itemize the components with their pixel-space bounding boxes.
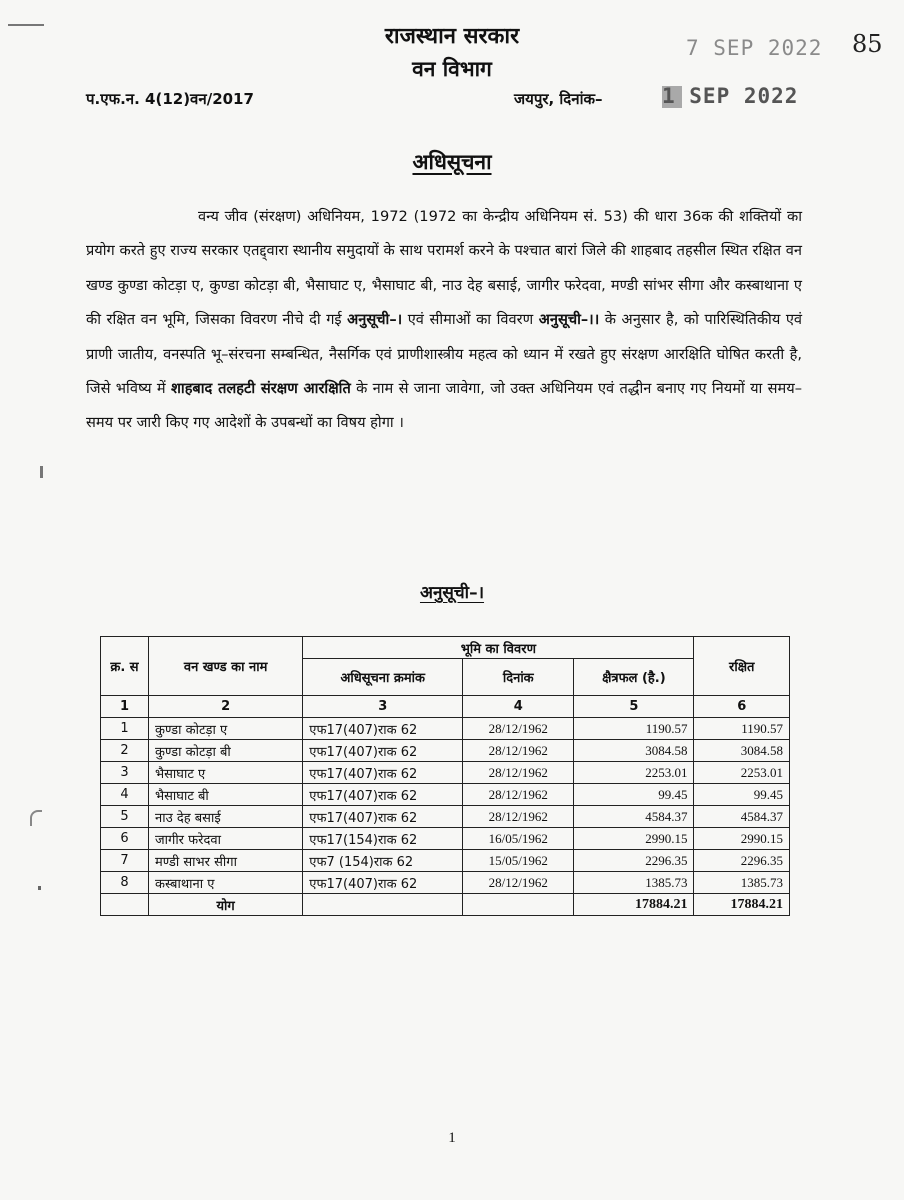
total-reserved: 17884.21: [694, 894, 790, 916]
table-row: [101, 828, 790, 850]
cell-area: 1385.73: [574, 872, 694, 894]
body-part-3: के अनुसार है, को पारिस्थितिकीय एवं प्राणी जातीय, वनस्पति भू–संरचना सम्बन्धित, नैसर्गिक एवं प्राणीशास्त्रीय महत्व को ध्यान में रखते हुए संरक्षण आरक्षिति घोषित करती है, जिसे भविष्य में: [86, 311, 803, 398]
notification-title: [0, 148, 904, 176]
cell-date: 28/12/1962: [463, 718, 574, 740]
table-header-row: [101, 637, 790, 659]
handwritten-page-number: 85: [852, 30, 883, 58]
reference-number: प.एफ.न. 4(12)वन/2017: [86, 90, 254, 108]
cell-sn: 2: [101, 740, 149, 762]
cell-name: कुण्डा कोटड़ा ए: [148, 718, 302, 740]
cell-area: 99.45: [574, 784, 694, 806]
cell-notification: एफ17(407)राक 62: [303, 872, 463, 894]
reserve-name: शाहबाद तलहटी संरक्षण आरक्षिति: [170, 380, 351, 398]
cell-notification: एफ17(407)राक 62: [303, 784, 463, 806]
department-heading: वन विभाग: [412, 57, 492, 81]
table-row: [101, 850, 790, 872]
table-row: [101, 784, 790, 806]
schedule-2-reference: अनुसूची–।।: [538, 311, 600, 329]
column-number: 5: [574, 696, 694, 718]
cell-sn: 3: [101, 762, 149, 784]
column-number: 1: [101, 696, 149, 718]
cell-empty: [101, 894, 149, 916]
table-row: [101, 740, 790, 762]
cell-notification: एफ17(407)राक 62: [303, 718, 463, 740]
cell-area: 3084.58: [574, 740, 694, 762]
cell-name: भैसाघाट बी: [148, 784, 302, 806]
header-sn: क्र. स: [101, 637, 149, 696]
cell-sn: 6: [101, 828, 149, 850]
scan-mark: [30, 810, 42, 826]
cell-sn: 8: [101, 872, 149, 894]
header-area: क्षैत्रफल (है.): [574, 659, 694, 696]
page-number: 1: [448, 1130, 456, 1146]
cell-reserved: 4584.37: [694, 806, 790, 828]
cell-name: भैसाघाट ए: [148, 762, 302, 784]
cell-sn: 1: [101, 718, 149, 740]
cell-date: 15/05/1962: [463, 850, 574, 872]
cell-date: 28/12/1962: [463, 740, 574, 762]
table-row: [101, 872, 790, 894]
total-area: 17884.21: [574, 894, 694, 916]
cell-name: मण्डी साभर सीगा: [148, 850, 302, 872]
scan-mark: [40, 466, 43, 478]
body-part-4: के नाम से जाना जावेगा, जो उक्त अधिनियम एवं तद्धीन बनाए गए नियमों या समय–समय पर जारी किए गए आदेशों के उपबन्धों का विषय होगा ।: [86, 380, 802, 432]
table-row: [101, 806, 790, 828]
cell-notification: एफ17(407)राक 62: [303, 806, 463, 828]
cell-notification: एफ17(407)राक 62: [303, 762, 463, 784]
cell-date: 28/12/1962: [463, 806, 574, 828]
cell-date: 28/12/1962: [463, 784, 574, 806]
column-number: 6: [694, 696, 790, 718]
header-name: वन खण्ड का नाम: [148, 637, 302, 696]
header-notification-no: अधिसूचना क्रमांक: [303, 659, 463, 696]
cell-area: 2253.01: [574, 762, 694, 784]
cell-reserved: 99.45: [694, 784, 790, 806]
cell-name: कुण्डा कोटड़ा बी: [148, 740, 302, 762]
cell-area: 1190.57: [574, 718, 694, 740]
cell-date: 28/12/1962: [463, 872, 574, 894]
cell-sn: 7: [101, 850, 149, 872]
column-number-row: [101, 696, 790, 718]
cell-sn: 4: [101, 784, 149, 806]
cell-reserved: 1385.73: [694, 872, 790, 894]
cell-empty: [463, 894, 574, 916]
cell-area: 2990.15: [574, 828, 694, 850]
notification-body: [86, 200, 802, 441]
header-reserved: रक्षित: [694, 637, 790, 696]
received-stamp: 7 SEP 2022: [686, 36, 823, 60]
cell-reserved: 2990.15: [694, 828, 790, 850]
table-row: [101, 718, 790, 740]
schedule-title: [0, 580, 904, 603]
scan-mark: [8, 24, 44, 26]
scan-mark: [38, 886, 41, 890]
cell-name: नाउ देह बसाई: [148, 806, 302, 828]
header-date: दिनांक: [463, 659, 574, 696]
cell-notification: एफ7 (154)राक 62: [303, 850, 463, 872]
cell-reserved: 3084.58: [694, 740, 790, 762]
cell-reserved: 1190.57: [694, 718, 790, 740]
schedule-table: [100, 636, 790, 916]
cell-empty: [303, 894, 463, 916]
body-part-2: एवं सीमाओं का विवरण: [407, 311, 534, 329]
cell-date: 16/05/1962: [463, 828, 574, 850]
schedule-1-reference: अनुसूची–।: [347, 311, 403, 329]
body-part-1: वन्य जीव (संरक्षण) अधिनियम, 1972 (1972 का केन्द्रीय अधिनियम सं. 53) की धारा 36क की शक्तियों का प्रयोग करते हुए राज्य सरकार एतद्द्वारा स्थानीय समुदायों के साथ परामर्श करने के पश्चात बारां जिले की शाहबाद तहसील स्थित रक्षित वन खण्ड कुण्डा कोटड़ा ए, कुण्डा कोटड़ा बी, भैसाघाट ए, भैसाघाट बी, नाउ देह बसाई, जागीर फरेदवा, मण्डी सांभर सीगा और कस्बाथाना ए की रक्षित वन भूमि, जिसका विवरण नीचे दी गई: [86, 208, 802, 329]
cell-reserved: 2253.01: [694, 762, 790, 784]
cell-sn: 5: [101, 806, 149, 828]
cell-notification: एफ17(407)राक 62: [303, 740, 463, 762]
total-label: योग: [148, 894, 302, 916]
header-land-details: भूमि का विवरण: [303, 637, 694, 659]
cell-date: 28/12/1962: [463, 762, 574, 784]
column-number: 2: [148, 696, 302, 718]
schedule-title-text: अनुसूची–।: [419, 583, 485, 603]
cell-notification: एफ17(154)राक 62: [303, 828, 463, 850]
date-stamp: 1 SEP 2022: [662, 84, 799, 108]
cell-name: कस्बाथाना ए: [148, 872, 302, 894]
column-number: 3: [303, 696, 463, 718]
government-heading: राजस्थान सरकार: [384, 24, 520, 49]
total-row: [101, 894, 790, 916]
table-row: [101, 762, 790, 784]
place-date-label: जयपुर, दिनांक–: [514, 90, 603, 108]
cell-name: जागीर फरेदवा: [148, 828, 302, 850]
cell-area: 2296.35: [574, 850, 694, 872]
cell-area: 4584.37: [574, 806, 694, 828]
notification-title-text: अधिसूचना: [412, 150, 492, 174]
cell-reserved: 2296.35: [694, 850, 790, 872]
column-number: 4: [463, 696, 574, 718]
